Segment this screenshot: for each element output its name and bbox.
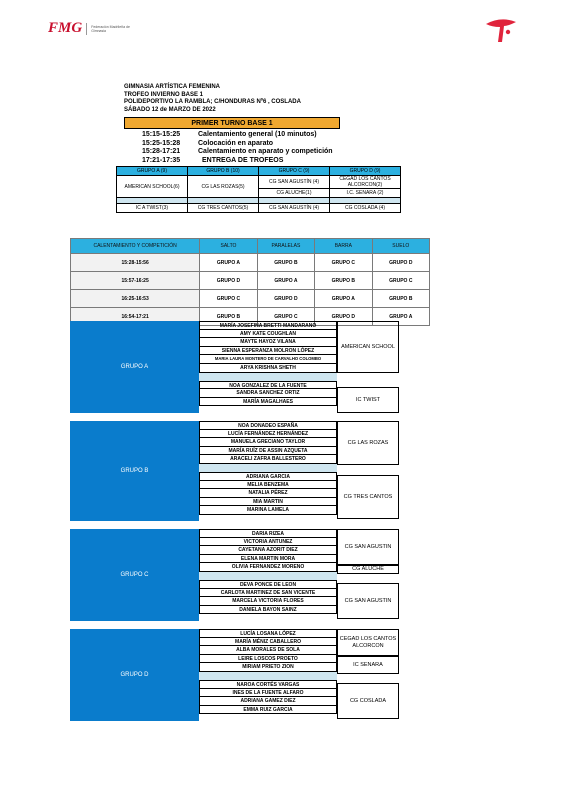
rotation-cell: GRUPO A (257, 272, 314, 290)
schedule-desc: Calentamiento general (10 minutos) (198, 131, 317, 138)
rotation-cell: GRUPO C (257, 308, 314, 326)
roster-group-b (70, 421, 397, 521)
rotation-time: 15:57-16:25 (71, 272, 200, 290)
gymnast-name: DEVA PONCE DE LEON (199, 580, 337, 589)
gymnast-name: ARYA KRISHNA SHETH (199, 364, 337, 373)
rotation-time: 16:25-16:53 (71, 290, 200, 308)
gymnast-name: CAYETANA AZORIT DIEZ (199, 546, 337, 555)
rotation-cell: GRUPO A (372, 308, 429, 326)
gymnast-name: NATALIA PÉREZ (199, 489, 337, 498)
gymnast-name: DARIA RIZEA (199, 529, 337, 538)
club-name: CG COSLADA (337, 683, 399, 719)
schedule-row (142, 157, 333, 166)
gymnast-name: MIA MARTIN (199, 498, 337, 507)
header-line-trophy: TROFEO INVIERNO BASE 1 (124, 91, 204, 98)
turno-banner: PRIMER TURNO BASE 1 (124, 117, 340, 129)
rotation-row (71, 272, 430, 290)
rotation-time: 16:54-17:21 (71, 308, 200, 326)
rotation-row (71, 254, 430, 272)
gymnast-name: ELENA MARTIN MORA (199, 555, 337, 564)
gymnast-name: NOA GONZALEZ DE LA FUENTE (199, 381, 337, 390)
gymnast-name: VICTORIA ANTUNEZ (199, 538, 337, 547)
fmg-logo-text: Federación Madrileña de Gimnasia (91, 24, 130, 33)
roster-separator (199, 373, 337, 381)
schedule-time: 15:15-15:25 (142, 131, 181, 138)
group-d-names-1 (199, 629, 337, 714)
groups-cell: CG SAN AGUSTÍN (4) (259, 204, 330, 213)
rotation-cell: GRUPO C (200, 290, 257, 308)
rotation-cell: GRUPO D (257, 290, 314, 308)
groups-cell: CEGAD LOS CANTOS ALCORCON(2) (330, 176, 401, 189)
header-line-discipline: GIMNASIA ARTÍSTICA FEMENINA (124, 84, 220, 90)
groups-cell: AMERICAN SCHOOL(6) (117, 176, 188, 198)
gymnast-name: MARCELA VICTORIA FLORES (199, 597, 337, 606)
rotation-cell: GRUPO B (257, 254, 314, 272)
group-label: GRUPO B (70, 421, 199, 521)
gymnast-name: ADRIANA GAMEZ DIEZ (199, 697, 337, 706)
gymnast-name: MARINA LAMELA (199, 506, 337, 515)
rotation-cell: GRUPO C (372, 272, 429, 290)
gymnast-name: DANIELA BAYON SAINZ (199, 606, 337, 615)
groups-row (117, 176, 401, 189)
rotation-table (70, 238, 430, 326)
rotation-cell: GRUPO D (315, 308, 372, 326)
rotation-header-barra: BARRA (315, 239, 372, 254)
group-c-names-1 (199, 529, 337, 614)
roster-group-d (70, 629, 397, 721)
rotation-row (71, 290, 430, 308)
club-name: CG LAS ROZAS (337, 421, 399, 465)
rotation-header-salto: SALTO (200, 239, 257, 254)
groups-header-b: GRUPO B (10) (188, 167, 259, 176)
rotation-header-paralelas: PARALELAS (257, 239, 314, 254)
schedule-row (142, 131, 333, 140)
group-b-names-1 (199, 421, 337, 515)
club-name: CG TRES CANTOS (337, 475, 399, 519)
rotation-header-suelo: SUELO (372, 239, 429, 254)
schedule-desc: ENTREGA DE TROFEOS (202, 156, 284, 164)
event-header (124, 84, 301, 114)
schedule-time: 15:28-17:21 (142, 148, 181, 156)
club-name: IC TWIST (337, 387, 399, 413)
groups-cell: CG TRES CANTOS(5) (188, 204, 259, 213)
club-name: CG ALUCHE (337, 565, 399, 574)
gymnast-name: AMY KATE COUGHLAN (199, 330, 337, 339)
schedule (142, 131, 333, 165)
rotation-cell: GRUPO B (315, 272, 372, 290)
rotation-header-row (71, 239, 430, 254)
group-label: GRUPO D (70, 629, 199, 721)
rotation-time: 15:28-15:56 (71, 254, 200, 272)
club-name: IC SENARA (337, 656, 399, 674)
gymnast-name: MIRIAM PRIETO ZION (199, 663, 337, 672)
gymnast-name: INES DE LA FUENTE ALFARO (199, 689, 337, 698)
gymnast-name: MARÍA RUÍZ DE ASSIN AZQUETA (199, 447, 337, 456)
gymnast-name: SIENNA ESPERANZA MOLRON LÓPEZ (199, 347, 337, 356)
groups-cell: CG ALUCHE(1) (259, 189, 330, 198)
rotation-cell: GRUPO A (315, 290, 372, 308)
groups-table (116, 166, 401, 213)
group-label: GRUPO C (70, 529, 199, 621)
gymnast-name: MAYTE HAYOZ VILANA (199, 338, 337, 347)
schedule-row (142, 148, 333, 157)
roster-separator (199, 464, 337, 472)
groups-cell: CG LAS ROZAS(5) (188, 176, 259, 198)
group-a-names-1 (199, 321, 337, 406)
schedule-desc: Calentamiento en aparato y competición (198, 148, 333, 156)
fmg-logo (48, 20, 141, 37)
rotation-cell: GRUPO D (200, 272, 257, 290)
roster-separator (199, 572, 337, 580)
rotation-cell: GRUPO D (372, 254, 429, 272)
gymnast-name: MELIA BENZEMA (199, 481, 337, 490)
gymnast-name: MARÍA MÉNIZ CABALLERO (199, 638, 337, 647)
rotation-cell: GRUPO B (372, 290, 429, 308)
rotation-cell: GRUPO B (200, 308, 257, 326)
gymnast-name: MARIA LAURA MONTERO DE CARVALHO COLOMBO (199, 355, 337, 364)
club-name: AMERICAN SCHOOL (337, 321, 399, 373)
roster-group-c (70, 529, 397, 621)
gymnast-name: SANDRA SANCHEZ ORTIZ (199, 389, 337, 398)
groups-header-a: GRUPO A (9) (117, 167, 188, 176)
gymnast-name: MARÍA MAGALHAES (199, 398, 337, 407)
club-name: CG SAN AGUSTIN (337, 583, 399, 619)
groups-header-row (117, 167, 401, 176)
header-line-date: SÁBADO 12 de MARZO DE 2022 (124, 106, 216, 113)
rotation-cell: GRUPO A (200, 254, 257, 272)
schedule-desc: Colocación en aparato (198, 139, 274, 147)
logo-divider (86, 23, 87, 35)
groups-row (117, 204, 401, 213)
gymnast-logo-icon (484, 18, 518, 44)
rotation-header-time: CALENTAMIENTO Y COMPETICIÓN (71, 239, 200, 254)
rotation-cell: GRUPO C (315, 254, 372, 272)
gymnast-name: LEIRE LOSCOS PROETO (199, 655, 337, 664)
gymnast-name: MANUELA GRECIANO TAYLOR (199, 438, 337, 447)
groups-header-c: GRUPO C (9) (259, 167, 330, 176)
groups-cell: CG COSLADA (4) (330, 204, 401, 213)
gymnast-name: ARACELI ZAFRA BALLESTERO (199, 455, 337, 464)
gymnast-name: NOA DONADEO ESPAÑA (199, 421, 337, 430)
schedule-time: 15:25-15:28 (142, 139, 181, 147)
gymnast-name: NAROA CORTÉS VARGAS (199, 680, 337, 689)
roster-group-a (70, 321, 397, 413)
roster-separator (199, 672, 337, 680)
gymnast-name: LUCÍA FERNÁNDEZ HERNÁNDEZ (199, 430, 337, 439)
gymnast-name: ALBA MORALES DE SOLA (199, 646, 337, 655)
groups-cell: IC A TWIST(3) (117, 204, 188, 213)
gymnast-name: CARLOTA MARTINEZ DE SAN VICENTE (199, 589, 337, 598)
club-name: CEGAD LOS CANTOS ALCORCON (337, 629, 399, 656)
groups-header-d: GRUPO D (9) (330, 167, 401, 176)
gymnast-name: OLIVIA FERNANDEZ MORENO (199, 563, 337, 572)
fmg-logo-mark: FMG (48, 20, 83, 36)
gymnast-name: MARÍA JOSEFINA BRETTI MANDARANO (199, 321, 337, 330)
groups-cell: I.C. SENARA (2) (330, 189, 401, 198)
gymnast-name: EMMA RUIZ GARCIA (199, 706, 337, 715)
schedule-row (142, 140, 333, 149)
schedule-time: 17:21-17:35 (142, 156, 181, 164)
gymnast-name: LUCÍA LOSANA LÓPEZ (199, 629, 337, 638)
groups-cell: CG SAN AGUSTÍN (4) (259, 176, 330, 189)
club-name: CG SAN AGUSTIN (337, 529, 399, 565)
header-line-venue: POLIDEPORTIVO LA RAMBLA; C/HONDURAS Nº6 , COSLADA (124, 99, 301, 105)
group-label: GRUPO A (70, 321, 199, 413)
gymnast-name: ADRIANA GARCIA (199, 472, 337, 481)
